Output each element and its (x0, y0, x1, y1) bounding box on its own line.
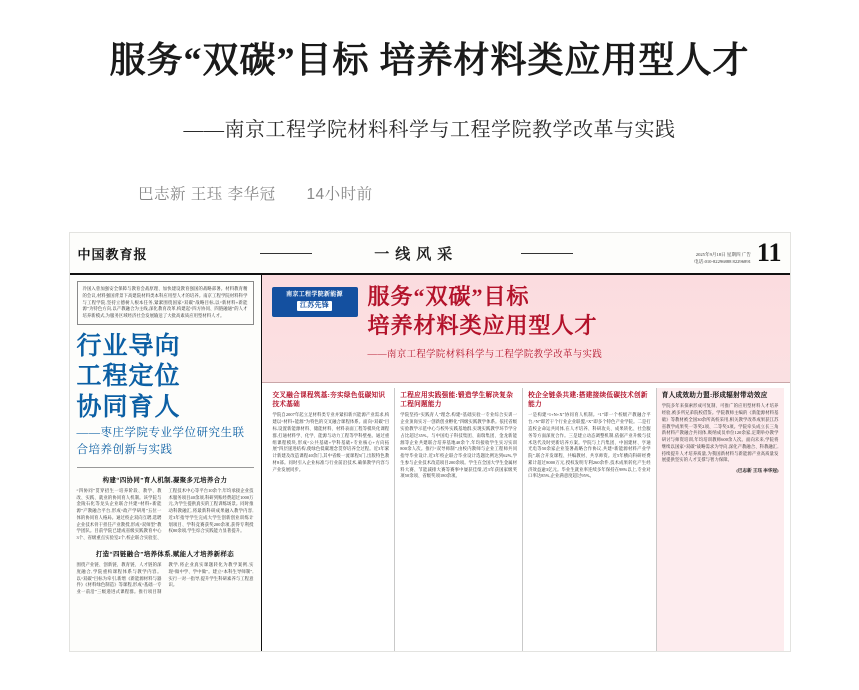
masthead-phone: 电话:010-82296888 82296891 (694, 259, 751, 265)
page-title: 服务“双碳”目标 培养材料类应用型人才 (109, 40, 750, 80)
publisher-badge-line-1: 南京工程学院新能源 (286, 292, 343, 298)
article-subtitle: ——南京工程学院材料科学与工程学院教学改革与实践 (183, 119, 676, 141)
left-headline-line-3: 协同育人 (76, 393, 181, 421)
left-subheadline: ——枣庄学院专业学位研究生联合培养创新与实践 (76, 427, 245, 457)
left-section-1-body: “四协同”贯穿招生一培养阶段、教学、教改、实践、就业的协同育人机制。该学院与金陵石化等龙头企业联合共建“材料+新能源”产教融合平台,形成“政产学研用”五位一体的协同育人格局。通过校企双向互聘,选聘企业技术骨干担任产业教授,形成“双师型”教学团队。目前学院已建成省级实践教育中心3个、省级重点实验室2个,校企联合实验室、工程技术中心等平台10余个,年均承接企业技术服务项目40余项,科研到账经费超过1000万元,为学生提供真实的工程训练场景。同时推动科教融汇,将最新科研成果融入教学内容,近3年指导学生完成大学生创新创业训练计划项目、学科竞赛获奖200余项,获得专利授权80余项,学生综合实践能力显著提升。 (76, 487, 254, 541)
left-headline (77, 332, 254, 424)
left-headline-line-2: 工程定位 (76, 363, 181, 391)
left-section-2-body: 围绕产业链、创新链、教育链、人才链的深度融合,学院重构课程体系与教学内容。以“双碳”目标为牵引,新增《新能源材料与器件》《材料绿色制造》等课程,形成“基础一专业一前沿”三级递进式课程群。推行项目制教学,将企业真实课题转化为教学案例,实现“做中学、学中做”。建立“本科生导师制”,实行一对一指导,提升学生科研素养与工程意识。 (76, 562, 254, 595)
feature-headline-block (262, 275, 790, 383)
left-lead-paragraph: 冷国入曾加强安全保障与教育会战原理、加快建设教育强国的战略部署。材料教育精的会议,材料强国背景下高建院材料类本科应用型人才的培养。南京工程学院材料科学与工程学院,坚持立德树人根本任务,紧紧围绕国家“双碳”战略目标,以“新材料+新能源”为特色方向,以产教融合为主线,深化教育改革,构建起“四方协同、四链融通”的人才培养新模式,为服务区域经济社会发展输送了大批高素质应用型材料人才。 (77, 281, 254, 325)
feature-column-3-body: 一是构建“1+N+X”协同育人机制。“1”即一个校级产教融合平台,“N”即若干个行业企业联盟,“X”即多个特色产业学院。二是打造校企命运共同体,在人才培养、科研攻关、成果转化、社会服务等方面深度合作。三是建立动态调整机制,依据产业升级与技术迭代及时更新培养方案。学院与上汽集团、中国建材、亨通光电等50余家企业签署战略合作协议,共建“新能源材料产业学院”,联合开发课程、共编教材、共享师资。近5年横向科研经费累计超过8000万元,授权发明专利260余件,技术成果转化产生经济效益逾3亿元。毕业生就业率连续多年保持在98%以上,专业对口率达85%,企业满意度超过95%。 (528, 412, 651, 479)
feature-subtitle: ——南京工程学院材料科学与工程学院教学改革与实践 (367, 350, 603, 361)
byline (138, 182, 859, 204)
feature-column-1-body: 学院自2007年起立足材料类专业并紧扣新兴能源产业需求,构建以“材料+能源”为特色的交叉融合课程体系。面向“双碳”目标,设置新能源材料、储能材料、材料表面工程等模块化课程群,打通材料学、化学、能源与动力工程等学科壁垒。通过重组课程模块,形成“公共基础+学科基础+专业核心+方向拓展”四层递进结构,使绿色低碳理念贯穿培养全过程。近3年累计新建及改造课程40余门,其中省级一流课程5门,出版特色教材8部。同时引入企业标准与行业前沿技术,确保教学内容与产业发展同步。 (272, 412, 390, 472)
feature-article-columns (262, 383, 790, 651)
right-column (262, 275, 790, 651)
feature-column-4-body: 学院多年来探索形成可复制、可推广的应用型材料人才培养经验,被多所兄弟院校借鉴。学院教师主编的《新能源材料基础》等教材被全国30余所高校采用,相关教学改革成果获江苏省教学成果奖一等奖2项、二等奖3项。学院牵头成立长三角新材料产教融合共同体,吸纳成员单位120余家,定期举办教学研讨与师资培训,年均培训教师600余人次。面向未来,学院将继续以国家“双碳”战略需求为导向,深化产教融合、科教融汇,持续提升人才培养质量,为我国新材料与新能源产业高质量发展提供坚实的人才支撑与智力保障。 (661, 403, 779, 463)
newspaper-logo: 中国教育报 (77, 246, 148, 262)
feature-signature: (巴志新 王珏 李华冠) (736, 468, 779, 474)
article-container (0, 38, 859, 652)
left-section-2-heading: 打造“四链融合”培养体系,赋能人才培养新样态 (95, 551, 235, 558)
left-headline-line-1: 行业导向 (76, 332, 181, 360)
divider (77, 467, 254, 468)
feature-column-4-heading: 育人成效助力盟:形成辐射带动效应 (661, 392, 768, 399)
byline-timestamp: 14小时前 (306, 186, 373, 203)
page-number: 11 (756, 238, 782, 267)
masthead-meta (585, 252, 755, 266)
newspaper-body (70, 275, 790, 651)
masthead-date: 2025年9月18日 星期四 广告 (695, 252, 751, 258)
feature-column-4 (657, 388, 784, 651)
publisher-badge-line-2: 江苏先锋 (297, 301, 332, 310)
newspaper-scan-image[interactable] (69, 232, 791, 652)
newspaper-page (69, 232, 791, 652)
feature-title (368, 283, 780, 340)
feature-column-2 (395, 388, 523, 651)
feature-column-1 (268, 388, 396, 651)
byline-authors: 巴志新 王珏 李华冠 (138, 186, 276, 203)
feature-column-3-heading: 校企全链条共建:搭建接续低碳技术创新能力 (528, 392, 648, 409)
feature-column-1-heading: 交叉融合课程筑基:夯实绿色低碳知识技术基础 (272, 392, 386, 409)
feature-title-line-1: 服务“双碳”目标 (367, 284, 530, 309)
feature-title-line-2: 培养材料类应用型人才 (367, 312, 598, 338)
left-column (70, 275, 262, 651)
feature-column-3 (523, 388, 657, 651)
feature-column-2-heading: 工程应用实践强能:锻造学生解决复杂工程问题能力 (400, 392, 514, 409)
feature-column-2-body: 学院坚持“实践育人”理念,构建“基础实验一专业综合实训一企业顶岗实习一创新创业孵化”四级实践教学体系。依托省级实验教学示范中心与校外实践基地群,实现实践教学环节学分占比超过35%。与中国电子科技集团、南瑞集团、金龙新能源等企业共建联合培养基地40余个,年均接收学生实习实训800余人次。推行“双导师制”,由校内教师与企业工程师共同指导毕业设计,近3年校企联合毕业设计选题比例达到62%,学生参与企业技术改造项目200余项。学生在全国大学生金属材料大赛、节能减排大赛等赛事中屡获佳绩,近3年获国家级奖项50余项、省级奖项180余项。 (400, 412, 518, 479)
newspaper-masthead (70, 233, 790, 275)
newspaper-section-title: 一线风采 (248, 243, 585, 264)
left-section-1-heading: 构建“四协同”育人机制,凝聚多元培养合力 (102, 476, 228, 484)
masthead-right-group (585, 240, 782, 266)
publisher-badge (272, 287, 358, 317)
